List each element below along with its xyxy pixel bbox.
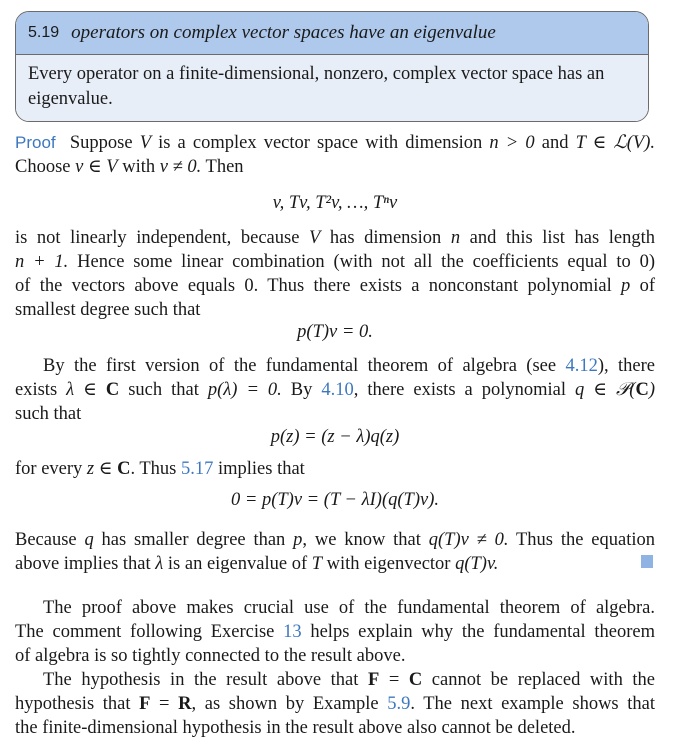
remark-paragraph-1-line-2: The comment following Exercise 13 helps explain why the fundamental theorem	[15, 622, 655, 642]
theorem-title: operators on complex vector spaces have an eigenvalue	[71, 22, 496, 43]
reference-4-12[interactable]: 4.12	[565, 356, 598, 376]
remark-paragraph-2-line-1: The hypothesis in the result above that F = C cannot be replaced with the	[43, 670, 655, 690]
proof-paragraph-5-line-2: above implies that λ is an eigenvalue of T with eigenvector q(T)v.	[15, 554, 499, 574]
proof-paragraph-2-line-2: n + 1. Hence some linear combination (with not all the coefficients equal to 0)	[15, 252, 655, 272]
proof-paragraph-1: Proof Suppose V is a complex vector space with dimension n > 0 and T ∈ ℒ(V).	[15, 133, 656, 153]
remark-paragraph-2-line-2: hypothesis that F = R, as shown by Example 5.9. The next example shows that	[15, 694, 655, 714]
reference-4-10[interactable]: 4.10	[321, 380, 354, 400]
theorem-header	[16, 12, 648, 55]
reference-example-5-9[interactable]: 5.9	[387, 694, 411, 714]
theorem-statement: Every operator on a finite-dimensional, nonzero, complex vector space has an eigenvalue.	[16, 55, 648, 121]
proof-paragraph-1-line-2: Choose v ∈ V with v ≠ 0. Then	[15, 157, 244, 177]
reference-5-17[interactable]: 5.17	[180, 459, 214, 479]
reference-exercise-13[interactable]: 13	[283, 622, 302, 642]
theorem-number: 5.19	[28, 24, 60, 41]
proof-paragraph-2-line-4: smallest degree such that	[15, 300, 201, 320]
remark-paragraph-1-line-1: The proof above makes crucial use of the fundamental theorem of algebra.	[43, 598, 655, 618]
proof-paragraph-3-line-1: By the first version of the fundamental theorem of algebra (see 4.12), there	[43, 356, 655, 376]
proof-paragraph-2-line-3: of the vectors above equals 0. Thus there exists a nonconstant polynomial p of	[15, 276, 655, 296]
proof-paragraph-3-line-3: such that	[15, 404, 82, 424]
display-equation-4: 0 = p(T)v = (T − λI)(q(T)v).	[231, 490, 439, 510]
qed-square-icon	[641, 555, 653, 568]
proof-paragraph-5-line-1: Because q has smaller degree than p, we know that q(T)v ≠ 0. Thus the equation	[15, 530, 655, 550]
display-equation-3: p(z) = (z − λ)q(z)	[270, 427, 400, 447]
proof-label: Proof	[15, 133, 56, 152]
theorem-box	[15, 11, 649, 122]
display-equation-1: v, Tv, T²v, …, Tⁿv	[272, 193, 398, 213]
display-equation-2: p(T)v = 0.	[297, 322, 373, 342]
remark-paragraph-1-line-3: of algebra is so tightly connected to the result above.	[15, 646, 406, 666]
proof-paragraph-2-line-1: is not linearly independent, because V has dimension n and this list has length	[15, 228, 655, 248]
proof-paragraph-4: for every z ∈ C. Thus 5.17 implies that	[15, 459, 305, 479]
remark-paragraph-2-line-3: the finite-dimensional hypothesis in the result above also cannot be deleted.	[15, 718, 576, 738]
proof-paragraph-3-line-2: exists λ ∈ C such that p(λ) = 0. By 4.10, there exists a polynomial q ∈ 𝒫(C)	[15, 380, 655, 400]
